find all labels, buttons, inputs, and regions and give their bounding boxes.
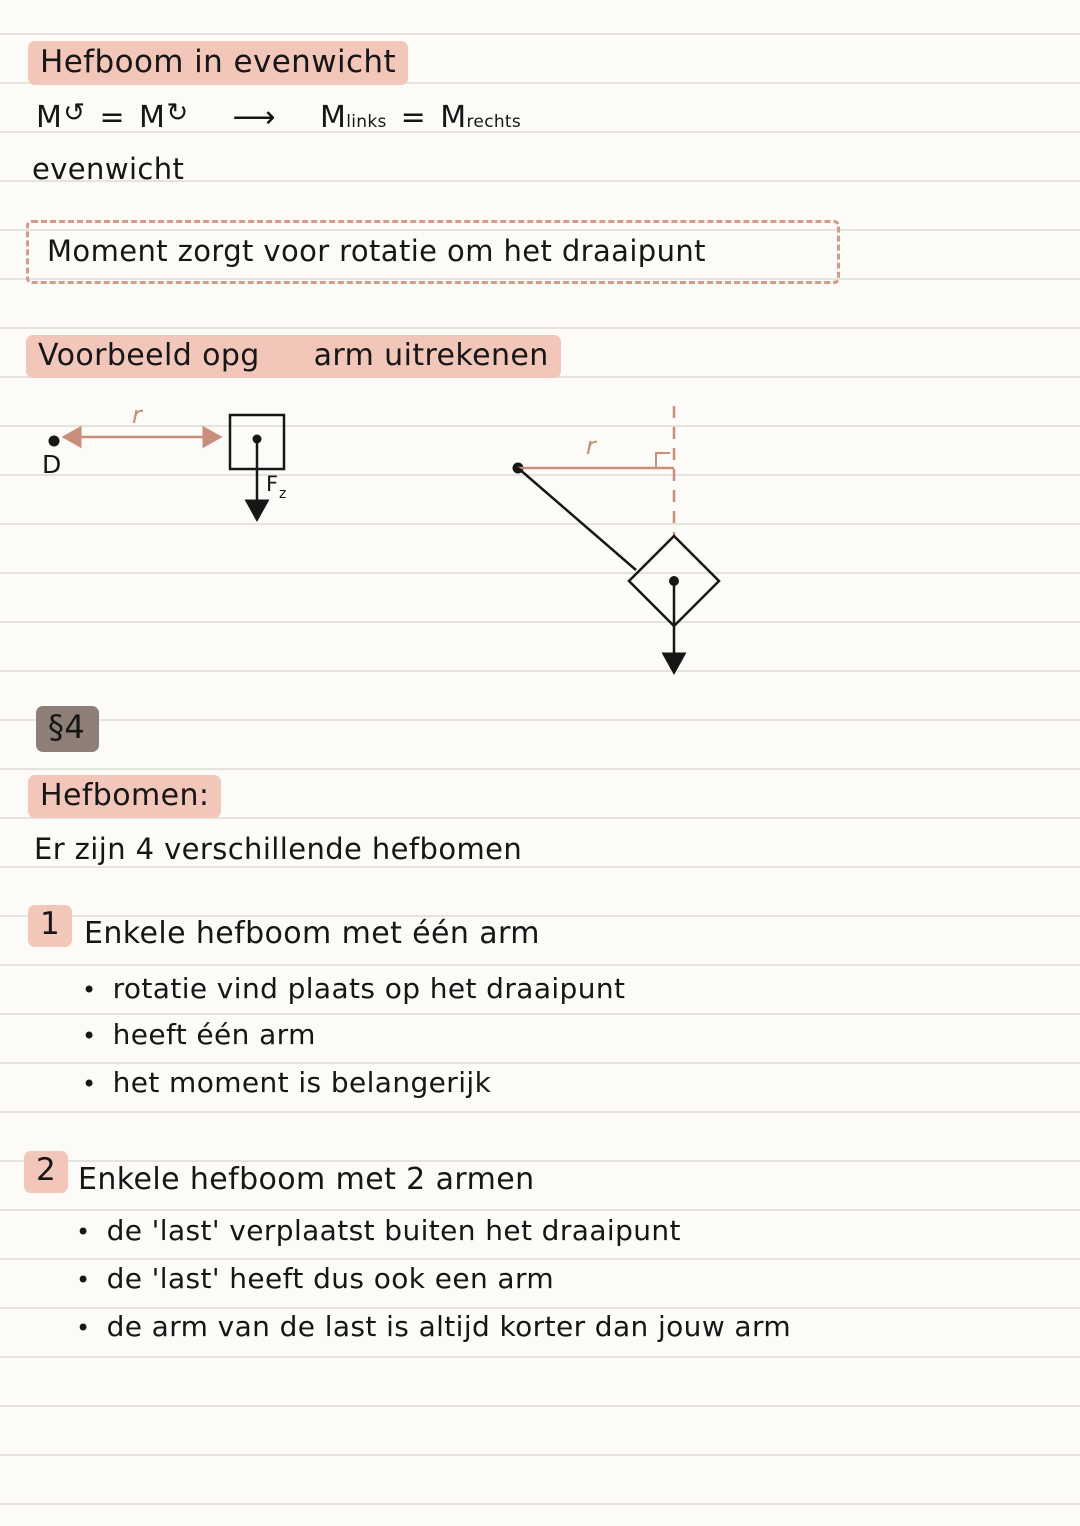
bullet-dot xyxy=(76,1262,107,1295)
item-1-bullet-2 xyxy=(82,1018,316,1051)
moment-balance-formula xyxy=(36,100,521,135)
item-2-bullet-3 xyxy=(76,1310,791,1343)
force-label: F xyxy=(266,472,279,496)
implies-arrow: ⟶ xyxy=(232,100,276,135)
formula-sub-links: links xyxy=(346,112,387,132)
diagram-pendulum-arm xyxy=(478,398,768,698)
formula-m-links: M xyxy=(319,100,347,135)
cw-rotation-symbol: ↻ xyxy=(166,98,189,128)
bullet-dot xyxy=(82,1018,113,1051)
item-2-bullet-2 xyxy=(76,1262,554,1295)
item-1-bullet-3-text: het moment is belangerijk xyxy=(112,1066,492,1099)
arm-length-label: r xyxy=(132,405,142,429)
force-label-subscript: z xyxy=(279,486,287,502)
heading-hefbomen: Hefbomen: xyxy=(28,775,221,818)
heading-lever-balance: Hefboom in evenwicht xyxy=(28,41,408,85)
pivot-point-dot xyxy=(49,436,60,447)
pivot-point-label: D xyxy=(42,450,62,479)
formula-m-right: M xyxy=(139,100,166,135)
item-1-title: Enkele hefboom met één arm xyxy=(84,916,540,951)
formula-equals: = xyxy=(99,100,126,135)
formula-sub-rechts: rechts xyxy=(466,112,522,132)
section-intro: Er zijn 4 verschillende hefbomen xyxy=(34,832,523,866)
bullet-dot xyxy=(76,1214,107,1247)
item-2-title: Enkele hefboom met 2 armen xyxy=(78,1162,535,1197)
right-angle-mark xyxy=(656,453,670,468)
ccw-rotation-symbol: ↺ xyxy=(63,98,86,128)
label-evenwicht: evenwicht xyxy=(32,152,185,186)
diagram-lever-arm xyxy=(30,405,340,540)
item-1-bullet-1 xyxy=(82,972,625,1005)
moment-note-box xyxy=(26,220,840,284)
item-2-bullet-3-text: de arm van de last is altijd korter dan jouw arm xyxy=(106,1310,792,1343)
item-1-number: 1 xyxy=(28,905,72,947)
item-2-bullet-1-text: de 'last' verplaatst buiten het draaipunt xyxy=(106,1214,681,1247)
bullet-dot xyxy=(82,1066,113,1099)
item-1-bullet-1-text: rotatie vind plaats op het draaipunt xyxy=(112,972,626,1005)
section-badge: §4 xyxy=(36,706,99,752)
formula-equals-2: = xyxy=(400,100,427,135)
example-heading-part2: arm uitrekenen xyxy=(313,338,549,373)
example-heading-part1: Voorbeeld opg xyxy=(38,338,260,373)
item-1-bullet-3 xyxy=(82,1066,491,1099)
moment-note-text: Moment zorgt voor rotatie om het draaipunt xyxy=(47,234,706,268)
bullet-dot xyxy=(76,1310,107,1343)
item-2-bullet-2-text: de 'last' heeft dus ook een arm xyxy=(106,1262,555,1295)
item-1-bullet-2-text: heeft één arm xyxy=(112,1018,316,1051)
arm-label: r xyxy=(586,432,596,460)
example-heading xyxy=(26,335,561,378)
formula-m-left: M xyxy=(36,100,63,135)
item-2-bullet-1 xyxy=(76,1214,681,1247)
bullet-dot xyxy=(82,972,113,1005)
item-2-number: 2 xyxy=(24,1151,68,1193)
cord-line xyxy=(518,468,636,570)
formula-m-rechts: M xyxy=(440,100,467,135)
